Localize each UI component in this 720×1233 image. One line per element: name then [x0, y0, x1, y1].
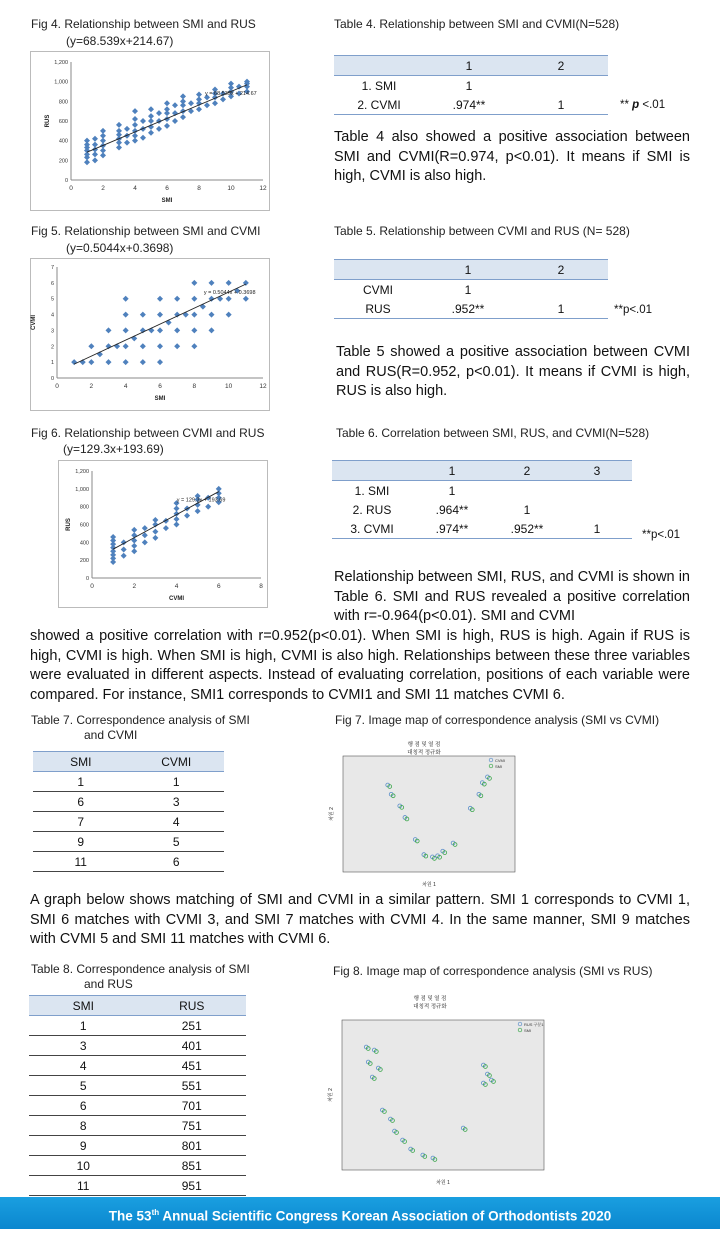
y-tick-label: 400: [58, 138, 68, 145]
data-point: [121, 546, 127, 552]
data-point: [92, 142, 98, 148]
table-cell: SMI: [33, 752, 129, 772]
data-point: [123, 343, 129, 349]
table-row: [332, 519, 632, 539]
table-cell: SMI: [29, 996, 138, 1016]
table-cell: 2: [514, 56, 608, 76]
table-row: [334, 280, 608, 300]
y-tick-label: 3: [50, 328, 54, 335]
table-cell: 11: [29, 1176, 138, 1196]
data-point: [196, 91, 202, 97]
table-cell: 10: [29, 1156, 138, 1176]
table5-significance-note: **p<.01: [614, 304, 653, 316]
table-cell: 851: [138, 1156, 247, 1176]
table-cell: [492, 481, 562, 501]
data-point: [157, 327, 163, 333]
data-point: [196, 106, 202, 112]
legend-label: RUS 구분1: [524, 1022, 544, 1027]
chart-title: 행 점 및 열 점: [413, 996, 447, 1002]
data-point: [212, 100, 218, 106]
y-tick-label: 400: [79, 540, 89, 547]
table-cell: 2. CVMI: [334, 95, 424, 115]
table-cell: 5: [129, 832, 225, 852]
data-point: [226, 280, 232, 286]
table-cell: 7: [33, 812, 129, 832]
table-cell: 5: [29, 1076, 138, 1096]
data-point: [172, 102, 178, 108]
legend-label: SMI: [495, 764, 503, 769]
data-point: [195, 508, 201, 514]
x-tick-label: 10: [227, 185, 235, 192]
table-cell: 401: [138, 1036, 247, 1056]
table-cell: [514, 280, 608, 300]
data-point: [174, 516, 180, 522]
table-header-row: [29, 996, 246, 1016]
y-tick-label: 1,200: [75, 469, 89, 475]
data-point: [163, 525, 169, 531]
data-point: [157, 296, 163, 302]
x-axis-label: 차원 1: [422, 882, 436, 888]
table-cell: 1: [33, 772, 129, 792]
table-cell: 2: [514, 260, 608, 280]
x-tick-label: 8: [259, 583, 263, 590]
data-point: [92, 157, 98, 163]
table-cell: 4: [129, 812, 225, 832]
data-point: [131, 548, 137, 554]
table-cell: 11: [33, 852, 129, 872]
fig8-correspondence-map: [312, 992, 548, 1190]
chart-subtitle: 대칭적 정규화: [413, 1004, 447, 1010]
data-point: [121, 553, 127, 559]
fig7-chart: [329, 738, 519, 888]
y-tick-label: 200: [58, 158, 68, 165]
x-axis-label: 차원 1: [436, 1180, 450, 1186]
data-point: [180, 93, 186, 99]
y-axis-label: RUS: [66, 518, 72, 531]
caption-line: Table 7. Correspondence analysis of SMI: [31, 713, 250, 727]
y-axis-label: 차원 2: [329, 807, 335, 821]
data-point: [88, 343, 94, 349]
table4-caption: Table 4. Relationship between SMI and CVMI(N=528): [334, 17, 620, 31]
table-row: [33, 792, 224, 812]
fig5-chart: [30, 258, 270, 411]
table-row: [33, 812, 224, 832]
table-cell: [334, 56, 424, 76]
table-cell: [332, 461, 412, 481]
fig6-chart: [58, 460, 268, 608]
data-point: [142, 525, 148, 531]
table-cell: 6: [129, 852, 225, 872]
data-point: [191, 296, 197, 302]
table6-caption: Table 6. Correlation between SMI, RUS, and CVMI(N=528): [336, 426, 650, 440]
table-cell: 951: [138, 1176, 247, 1196]
table-header-row: [332, 461, 632, 481]
fig4-chart: [30, 51, 270, 211]
table-cell: 801: [138, 1136, 247, 1156]
table-row: [33, 772, 224, 792]
data-point: [172, 118, 178, 124]
y-tick-label: 0: [50, 376, 54, 382]
y-tick-label: 0: [64, 178, 68, 184]
table-cell: .964**: [435, 502, 469, 517]
table-cell: 1: [424, 56, 514, 76]
data-point: [88, 359, 94, 365]
x-tick-label: 4: [174, 583, 179, 590]
data-point: [148, 130, 154, 136]
data-point: [156, 110, 162, 116]
table8: [29, 995, 246, 1196]
table-row: [29, 1056, 246, 1076]
data-point: [180, 114, 186, 120]
data-point: [131, 527, 137, 533]
table-cell: 701: [138, 1096, 247, 1116]
data-point: [142, 539, 148, 545]
data-point: [164, 106, 170, 112]
data-point: [123, 296, 129, 302]
table-cell: 6: [33, 792, 129, 812]
table-row: [29, 1036, 246, 1056]
y-tick-label: 600: [58, 119, 68, 125]
table-cell: 1. SMI: [354, 483, 390, 498]
footer-text: The 53: [108, 1208, 152, 1224]
data-point: [132, 122, 138, 128]
table-cell: [514, 76, 608, 96]
data-point: [157, 359, 163, 365]
table-row: [29, 1096, 246, 1116]
table-header-row: [334, 260, 608, 280]
legend-label: SMI: [524, 1028, 532, 1033]
table-cell: 9: [29, 1136, 138, 1156]
y-tick-label: 600: [79, 522, 89, 529]
table-cell: 251: [138, 1016, 247, 1036]
table6: [332, 460, 632, 539]
table4-description: Table 4 also showed a positive association between SMI and CVMI(R=0.974, p<0.01). It means if SMI is high, CVMI is also high.: [334, 129, 690, 184]
fig7-correspondence-map: [329, 738, 519, 888]
table-row: [29, 1076, 246, 1096]
table-cell: [562, 481, 632, 501]
fig7-caption: Fig 7. Image map of correspondence analysis (SMI vs CVMI): [335, 713, 660, 727]
x-tick-label: 0: [69, 185, 73, 192]
data-point: [132, 116, 138, 122]
y-tick-label: 6: [50, 280, 54, 287]
data-point: [191, 327, 197, 333]
data-point: [116, 128, 122, 134]
table-cell: 3. CVMI: [332, 519, 412, 539]
data-point: [174, 505, 180, 511]
data-point: [132, 108, 138, 114]
fig4-equation: (y=68.539x+214.67): [66, 34, 174, 48]
data-point: [71, 359, 77, 365]
table-row: [334, 299, 608, 319]
fig6-scatter-plot: [59, 461, 267, 607]
x-tick-label: 0: [90, 583, 94, 590]
data-point: [152, 535, 158, 541]
x-axis-label: SMI: [161, 198, 173, 204]
table-row: [332, 481, 632, 501]
table-header-row: [33, 752, 224, 772]
table-row: [334, 95, 608, 115]
data-point: [106, 359, 112, 365]
table-cell: [562, 500, 632, 519]
legend-label: CVMI: [495, 758, 505, 763]
table-cell: [334, 260, 422, 280]
data-point: [228, 81, 234, 87]
table-cell: 751: [138, 1116, 247, 1136]
table-cell: 1: [412, 461, 492, 481]
table-row: [29, 1016, 246, 1036]
table-cell: 451: [138, 1056, 247, 1076]
fig8-caption: Fig 8. Image map of correspondence analysis (SMI vs RUS): [333, 964, 653, 978]
data-point: [152, 517, 158, 523]
y-axis-label: RUS: [45, 114, 51, 128]
table-cell: 2. RUS: [352, 502, 392, 517]
table-cell: 1: [514, 299, 608, 319]
data-point: [174, 343, 180, 349]
table-cell: 9: [33, 832, 129, 852]
y-tick-label: 1,200: [54, 60, 68, 66]
table-cell: 3: [129, 792, 225, 812]
table-row: [33, 852, 224, 872]
table-cell: .974**: [424, 95, 514, 115]
table7-caption: [31, 713, 250, 743]
table-header-row: [334, 56, 608, 76]
table-row: [29, 1176, 246, 1196]
chart-title: 행 점 및 열 점: [407, 742, 441, 748]
data-point: [140, 135, 146, 141]
fig6-caption: Fig 6. Relationship between CVMI and RUS: [31, 426, 265, 440]
data-point: [216, 486, 222, 492]
y-tick-label: 1,000: [54, 79, 68, 86]
table5-caption: Table 5. Relationship between CVMI and RUS (N= 528): [334, 224, 630, 238]
data-point: [157, 312, 163, 318]
note-rest: <.01: [639, 99, 666, 111]
x-tick-label: 2: [89, 383, 94, 390]
data-point: [209, 327, 215, 333]
y-tick-label: 800: [58, 99, 68, 106]
x-tick-label: 6: [165, 185, 169, 192]
fig4-caption: Fig 4. Relationship between SMI and RUS: [31, 17, 256, 31]
table-cell: RUS: [334, 299, 422, 319]
data-point: [209, 280, 215, 286]
table-cell: 1: [448, 483, 456, 498]
trendline-equation-label: y = 68.539x + 214.67: [205, 90, 257, 97]
fig5-equation: (y=0.5044x+0.3698): [66, 241, 174, 255]
table-cell: 3: [29, 1036, 138, 1056]
data-point: [123, 327, 129, 333]
x-tick-label: 4: [123, 383, 128, 390]
note-p: p: [632, 99, 640, 111]
footer-text: Annual Scientific Congress Korean Association of Orthodontists 2020: [159, 1208, 612, 1224]
table-cell: 1: [514, 95, 608, 115]
y-tick-label: 5: [50, 296, 54, 303]
table-cell: 1: [523, 502, 531, 517]
table6-description-part2: showed a positive correlation with r=0.952(p<0.01). When SMI is high, RUS is high. Again if RUS is high, CVMI is high. When SMI is high, CVMI is also high. Relationships between these three variables were evaluated in different aspects. Instead of evaluating correlation, positions of each variable were compared. For instance, SMI1 corresponds to CVMI1 and SMI 11 matches CVMI 6.: [30, 628, 690, 703]
table-cell: 551: [138, 1076, 247, 1096]
plot-area: [342, 1020, 544, 1170]
table-row: [29, 1156, 246, 1176]
table-cell: CVMI: [363, 282, 393, 297]
data-point: [226, 312, 232, 318]
note-stars: **: [620, 99, 633, 111]
table6-significance-note: **p<.01: [642, 529, 681, 541]
table6-description-part1: Relationship between SMI, RUS, and CVMI is shown in Table 6. SMI and RUS revealed a positive correlation with r=-0.964(p<0.01). SMI and CVMI: [334, 569, 690, 624]
fig4-scatter-plot: [31, 52, 269, 210]
trendline-equation-label: y = 129.3x + 193.69: [176, 497, 226, 504]
table5-description: Table 5 showed a positive association between CVMI and RUS(R=0.952, p<0.01). It means if CVMI is high, RUS is also high.: [336, 344, 690, 399]
y-tick-label: 2: [50, 344, 54, 351]
data-point: [191, 312, 197, 318]
trendline-equation-label: y = 0.5044x + 0.3698: [203, 290, 256, 297]
table-cell: 6: [29, 1096, 138, 1116]
table-row: [29, 1116, 246, 1136]
data-point: [191, 280, 197, 286]
x-tick-label: 6: [216, 583, 221, 590]
table-cell: 1: [129, 772, 225, 792]
caption-line: and RUS: [84, 977, 133, 991]
x-tick-label: 12: [259, 383, 267, 390]
data-point: [140, 118, 146, 124]
y-axis-label: 차원 2: [328, 1088, 334, 1102]
table-cell: 4: [29, 1056, 138, 1076]
table-cell: 1: [464, 282, 472, 297]
fig8-chart: [312, 992, 548, 1190]
x-tick-label: 12: [259, 185, 267, 192]
data-point: [124, 126, 130, 132]
fig5-scatter-plot: [31, 259, 269, 410]
data-point: [204, 102, 210, 108]
y-axis-label: CVMI: [31, 315, 37, 330]
table-cell: .952**: [492, 519, 562, 539]
table7: [33, 751, 224, 872]
data-point: [209, 312, 215, 318]
table-cell: 1. SMI: [361, 78, 397, 93]
data-point: [110, 534, 116, 540]
table-row: [332, 500, 632, 519]
y-tick-label: 200: [79, 558, 89, 565]
data-point: [191, 343, 197, 349]
x-tick-label: 6: [158, 383, 162, 390]
plot-area: [343, 756, 515, 872]
data-point: [243, 296, 249, 302]
x-tick-label: 8: [197, 185, 201, 192]
data-point: [156, 126, 162, 132]
data-point: [92, 136, 98, 142]
data-point: [174, 327, 180, 333]
data-point: [106, 327, 112, 333]
y-tick-label: 4: [50, 312, 54, 319]
table-cell: .952**: [422, 299, 514, 319]
data-point: [157, 343, 163, 349]
congress-footer-banner: [0, 1197, 720, 1229]
table-row: [29, 1136, 246, 1156]
data-point: [226, 296, 232, 302]
data-point: [140, 312, 146, 318]
table4-significance-note: [620, 99, 665, 111]
x-tick-label: 0: [55, 383, 59, 390]
data-point: [100, 128, 106, 134]
data-point: [123, 359, 129, 365]
x-axis-label: SMI: [154, 396, 166, 402]
table-cell: 1: [422, 260, 514, 280]
table-cell: 1: [465, 78, 473, 93]
x-axis-label: CVMI: [169, 596, 184, 602]
data-point: [205, 504, 211, 510]
x-tick-label: 2: [101, 185, 105, 192]
table-cell: 8: [29, 1116, 138, 1136]
data-point: [116, 122, 122, 128]
table-cell: 1: [29, 1016, 138, 1036]
data-point: [174, 296, 180, 302]
caption-line: and CVMI: [84, 728, 138, 742]
data-point: [124, 140, 130, 146]
table-cell: 2: [492, 461, 562, 481]
data-point: [164, 100, 170, 106]
table8-caption: [31, 962, 250, 992]
data-point: [148, 113, 154, 119]
table-cell: .974**: [412, 519, 492, 539]
data-point: [148, 106, 154, 112]
footer-superscript: th: [151, 1208, 160, 1217]
x-tick-label: 4: [133, 185, 137, 192]
fig5-caption: Fig 5. Relationship between SMI and CVMI: [31, 224, 261, 238]
chart-subtitle: 대칭적 정규화: [407, 750, 441, 756]
data-point: [84, 138, 90, 144]
data-point: [131, 543, 137, 549]
data-point: [174, 522, 180, 528]
x-tick-label: 2: [132, 583, 137, 590]
table4: [334, 55, 608, 115]
y-tick-label: 0: [85, 576, 89, 582]
data-point: [123, 312, 129, 318]
y-tick-label: 7: [50, 265, 54, 271]
data-point: [152, 529, 158, 535]
fig7-description: A graph below shows matching of SMI and CVMI in a similar pattern. SMI 1 corresponds to CVMI 1, SMI 6 matches with CVMI 3, and SMI 7 matches with CVMI 4. In the same manner, SMI 9 matches with CVMI 5 and SMI 11 matches with CVMI 6.: [30, 892, 690, 947]
table-cell: RUS: [138, 996, 247, 1016]
x-tick-label: 8: [192, 383, 197, 390]
data-point: [220, 96, 226, 102]
data-point: [140, 359, 146, 365]
x-tick-label: 10: [225, 383, 233, 390]
data-point: [188, 100, 194, 106]
y-tick-label: 800: [79, 504, 89, 511]
data-point: [164, 123, 170, 129]
table-cell: CVMI: [129, 752, 225, 772]
data-point: [140, 343, 146, 349]
table-row: [334, 76, 608, 96]
table-row: [33, 832, 224, 852]
table5: [334, 259, 608, 319]
table-cell: 3: [562, 461, 632, 481]
y-tick-label: 1: [50, 360, 54, 367]
caption-line: Table 8. Correspondence analysis of SMI: [31, 962, 250, 976]
data-point: [184, 513, 190, 519]
table-cell: 1: [562, 519, 632, 539]
fig6-equation: (y=129.3x+193.69): [63, 442, 164, 456]
y-tick-label: 1,000: [75, 486, 89, 493]
